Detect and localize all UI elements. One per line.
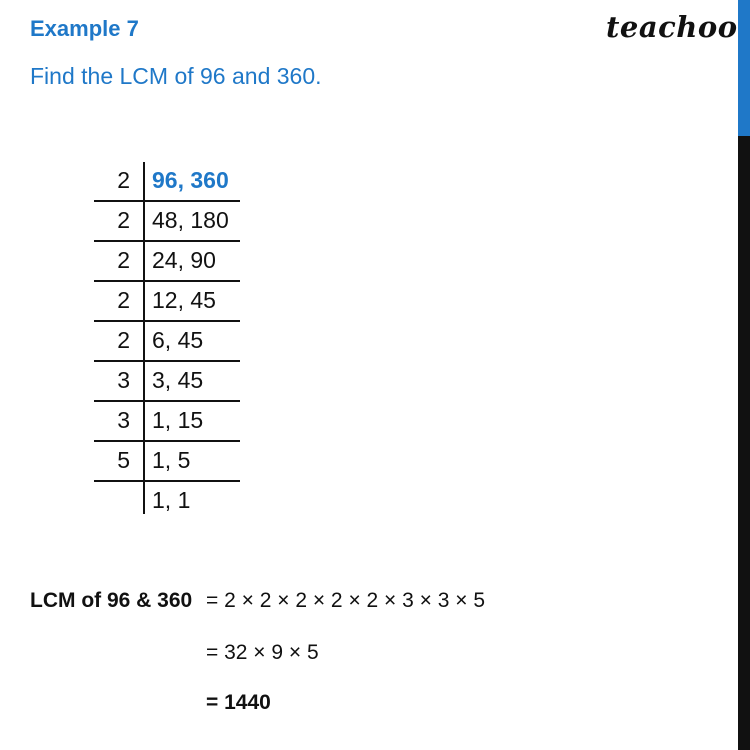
- dividend: 24, 90: [152, 247, 216, 273]
- dividend: 1, 1: [152, 487, 191, 513]
- question-text: Find the LCM of 96 and 360.: [30, 63, 322, 89]
- answer-line-2: = 32 × 9 × 5: [206, 641, 319, 664]
- example-title: Example 7: [30, 16, 139, 41]
- table-row: [94, 402, 240, 442]
- table-row: [94, 362, 240, 402]
- dividend: 96, 360: [152, 167, 229, 193]
- divisor: 3: [117, 367, 130, 393]
- division-table: [94, 162, 240, 514]
- table-row: [94, 242, 240, 282]
- side-strip-accent: [738, 0, 750, 136]
- divisor: [94, 482, 130, 518]
- table-row: [94, 282, 240, 322]
- dividend: 48, 180: [152, 207, 229, 233]
- table-row: [94, 322, 240, 362]
- table-row: [94, 482, 240, 522]
- dividend: 12, 45: [152, 287, 216, 313]
- divisor: 2: [117, 247, 130, 273]
- table-row: [94, 442, 240, 482]
- divisor: 2: [117, 327, 130, 353]
- table-row: [94, 202, 240, 242]
- brand-logo: teachoo: [606, 10, 738, 44]
- divisor: 2: [117, 207, 130, 233]
- divisor: 5: [117, 447, 130, 473]
- dividend: 3, 45: [152, 367, 204, 393]
- dividend: 1, 5: [152, 447, 191, 473]
- answer-label: LCM of 96 & 360: [30, 589, 193, 612]
- dividend: 6, 45: [152, 327, 204, 353]
- divisor: 2: [117, 287, 130, 313]
- table-row: [94, 162, 240, 202]
- answer-line-3: = 1440: [206, 691, 271, 714]
- divisor: 3: [117, 407, 130, 433]
- dividend: 1, 15: [152, 407, 204, 433]
- answer-line-1: = 2 × 2 × 2 × 2 × 2 × 3 × 3 × 5: [206, 589, 486, 612]
- divisor: 2: [117, 167, 130, 193]
